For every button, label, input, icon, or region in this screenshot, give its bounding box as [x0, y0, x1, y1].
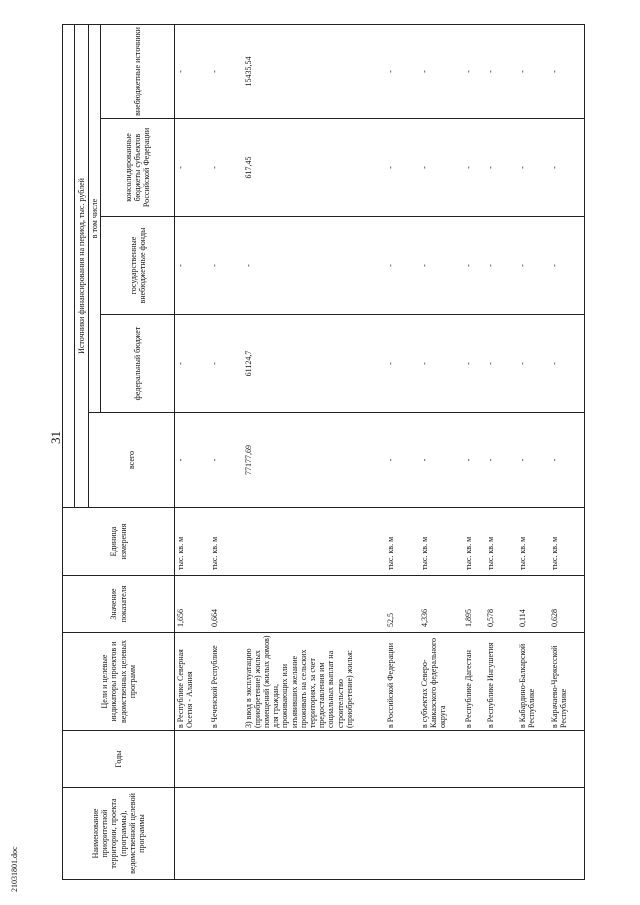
cell-unit: тыс. кв. м — [549, 508, 585, 576]
cell-total: - — [175, 413, 209, 508]
cell-indicator: в Карачаево-Черкесской Республике — [549, 633, 585, 731]
table-row — [485, 25, 517, 880]
table-row — [419, 25, 463, 880]
cell-indicator: в Республике Северная Осетия - Алания — [175, 633, 209, 731]
cell-years — [243, 731, 385, 788]
cell-indicator: в Российской Федерации — [385, 633, 419, 731]
header-extrabudget: внебюджетные источники — [101, 25, 175, 119]
cell-value: 0,664 — [209, 576, 243, 633]
cell-state-funds: - — [385, 217, 419, 315]
cell-name — [385, 788, 419, 880]
cell-state-funds: - — [175, 217, 209, 315]
cell-name — [209, 788, 243, 880]
table-row — [243, 25, 385, 880]
cell-regional: - — [385, 119, 419, 217]
cell-federal: - — [463, 315, 485, 413]
cell-indicator: в Чеченской Республике — [209, 633, 243, 731]
cell-extrabudget: - — [385, 25, 419, 119]
header-regional: консолидированные бюджеты субъектов Российской Федерации — [101, 119, 175, 217]
table-row — [463, 25, 485, 880]
cell-indicator: в Республике Дагестан — [463, 633, 485, 731]
cell-total: - — [463, 413, 485, 508]
cell-indicator: в Кабардино-Балкарской Республике — [517, 633, 549, 731]
cell-unit: тыс. кв. м — [517, 508, 549, 576]
header-including: в том числе — [89, 25, 101, 413]
cell-state-funds: - — [243, 217, 385, 315]
cell-extrabudget: - — [549, 25, 585, 119]
document-code: 21031801.doc — [10, 846, 19, 892]
cell-extrabudget: - — [463, 25, 485, 119]
header-years: Годы — [63, 731, 175, 788]
cell-extrabudget: - — [175, 25, 209, 119]
cell-unit: тыс. кв. м — [175, 508, 209, 576]
table-row — [517, 25, 549, 880]
cell-regional: - — [175, 119, 209, 217]
cell-state-funds: - — [517, 217, 549, 315]
rotated-table-container — [62, 25, 602, 880]
cell-federal: - — [209, 315, 243, 413]
cell-extrabudget: 15435,54 — [243, 25, 385, 119]
cell-federal: - — [385, 315, 419, 413]
table-row — [385, 25, 419, 880]
cell-federal: 61124,7 — [243, 315, 385, 413]
cell-total: 77177,69 — [243, 413, 385, 508]
cell-years — [175, 731, 209, 788]
cell-total: - — [517, 413, 549, 508]
cell-regional: - — [463, 119, 485, 217]
cell-indicator: в Республике Ингушетия — [485, 633, 517, 731]
cell-state-funds: - — [485, 217, 517, 315]
cell-name — [549, 788, 585, 880]
cell-years — [549, 731, 585, 788]
cell-total: - — [485, 413, 517, 508]
cell-value: 52,5 — [385, 576, 419, 633]
header-state-funds: государственные внебюджетные фонды — [101, 217, 175, 315]
cell-name — [485, 788, 517, 880]
header-sources: Источники финансирования на период, тыс. рублей — [75, 25, 89, 508]
cell-value: 0,628 — [549, 576, 585, 633]
cell-regional: - — [517, 119, 549, 217]
cell-state-funds: - — [419, 217, 463, 315]
cell-total: - — [419, 413, 463, 508]
cell-value: 4,336 — [419, 576, 463, 633]
cell-name — [419, 788, 463, 880]
header-unit: Единица измерения — [63, 508, 175, 576]
cell-federal: - — [549, 315, 585, 413]
cell-extrabudget: - — [517, 25, 549, 119]
table-row — [175, 25, 209, 880]
page-number: 31 — [48, 431, 63, 444]
cell-extrabudget: - — [419, 25, 463, 119]
header-name: Наименование приоритетной территории, проекта (программы), ведомственной целевой программы — [63, 788, 175, 880]
cell-regional: - — [549, 119, 585, 217]
cell-federal: - — [517, 315, 549, 413]
cell-regional: - — [419, 119, 463, 217]
cell-total: - — [385, 413, 419, 508]
cell-value: 0,114 — [517, 576, 549, 633]
cell-unit: тыс. кв. м — [385, 508, 419, 576]
cell-extrabudget: - — [485, 25, 517, 119]
cell-regional: 617,45 — [243, 119, 385, 217]
financing-table — [62, 24, 585, 880]
cell-extrabudget: - — [209, 25, 243, 119]
cell-years — [463, 731, 485, 788]
cell-indicator: в субъектах Северо-Кавказского федерального округа — [419, 633, 463, 731]
cell-name — [175, 788, 209, 880]
cell-value — [243, 576, 385, 633]
cell-unit: тыс. кв. м — [463, 508, 485, 576]
cell-unit: тыс. кв. м — [209, 508, 243, 576]
cell-state-funds: - — [463, 217, 485, 315]
cell-indicator: 3) ввод в эксплуатацию (приобретение) жилых помещений (жилых домов) для граждан, проживающих или изъявивших желание проживать на сельских территориях, за счет предоставления им социальных выплат на строительство (приобретение) жилья: — [243, 633, 385, 731]
cell-value: 1,656 — [175, 576, 209, 633]
cell-value: 0,578 — [485, 576, 517, 633]
cell-name — [517, 788, 549, 880]
header-total: всего — [89, 413, 175, 508]
cell-unit: тыс. кв. м — [485, 508, 517, 576]
cell-regional: - — [485, 119, 517, 217]
cell-value: 1,895 — [463, 576, 485, 633]
cell-state-funds: - — [549, 217, 585, 315]
cell-years — [419, 731, 463, 788]
cell-unit: тыс. кв. м — [419, 508, 463, 576]
cell-regional: - — [209, 119, 243, 217]
header-value: Значение показателя — [63, 576, 175, 633]
cell-name — [463, 788, 485, 880]
cell-state-funds: - — [209, 217, 243, 315]
cell-years — [209, 731, 243, 788]
cell-federal: - — [485, 315, 517, 413]
cell-total: - — [209, 413, 243, 508]
cell-total: - — [549, 413, 585, 508]
cell-years — [485, 731, 517, 788]
header-goals: Цели и целевые индикаторы проектов и ведомственных целевых программ — [63, 633, 175, 731]
header-federal: федеральный бюджет — [101, 315, 175, 413]
cell-federal: - — [419, 315, 463, 413]
table-row — [209, 25, 243, 880]
cell-federal: - — [175, 315, 209, 413]
cell-years — [517, 731, 549, 788]
cell-unit — [243, 508, 385, 576]
cell-years — [385, 731, 419, 788]
cell-name — [243, 788, 385, 880]
table-row — [549, 25, 585, 880]
